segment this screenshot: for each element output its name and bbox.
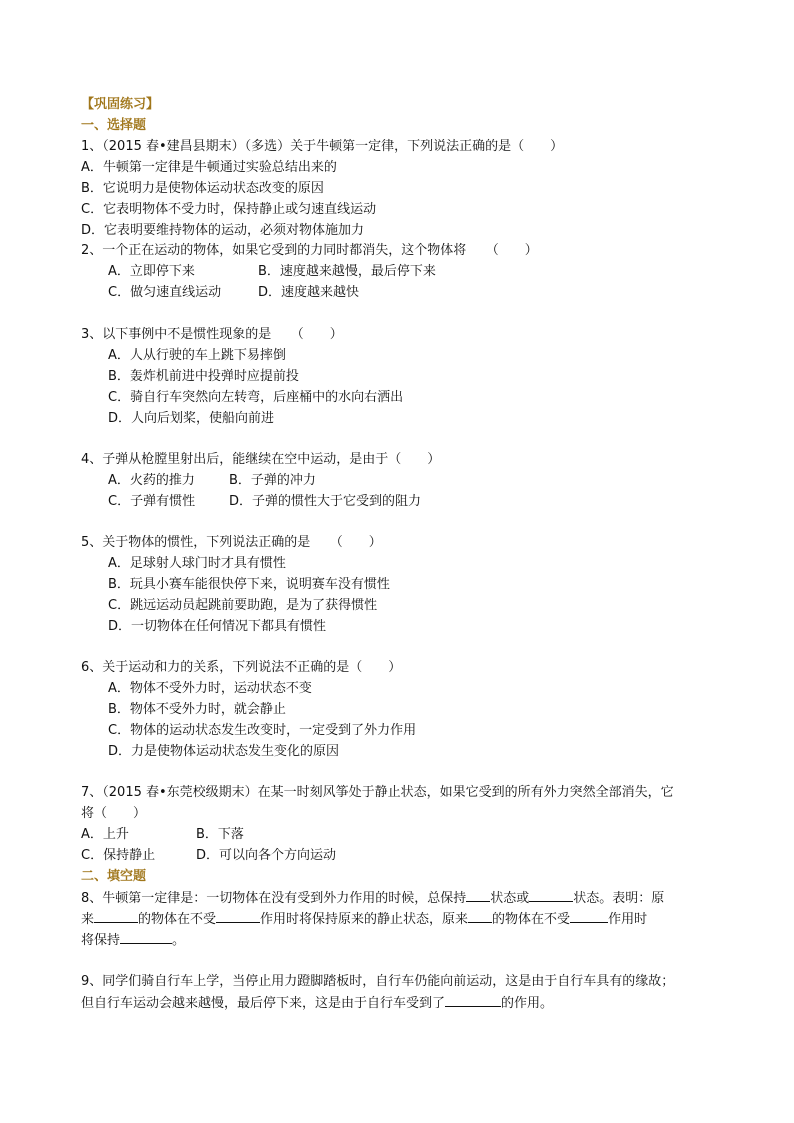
q4-option-d: D．子弹的惯性大于它受到的阻力 [229,494,422,509]
q2-option-c: C．做匀速直线运动 [108,285,222,300]
q8-text-7: 的物体在不受 [492,912,571,927]
q7-option-d: D．可以向各个方向运动 [196,848,337,863]
q7-option-b: B．下落 [196,827,244,842]
q8-blank-2[interactable] [529,889,573,902]
q2-option-d: D．速度越来越快 [258,285,360,300]
q5-stem: 5、关于物体的惯性，下列说法正确的是 （ ） [81,535,382,550]
q9-blank-1[interactable] [445,994,501,1007]
q5-option-c: C．跳远运动员起跳前要助跑，是为了获得惯性 [108,598,378,613]
part1-title: 一、选择题 [81,118,147,133]
q8-text-3: 状态。表明：原 [573,891,665,906]
q8-blank-1[interactable] [466,889,490,902]
q8-blank-5[interactable] [468,910,492,923]
q2-stem: 2、一个正在运动的物体，如果它受到的力同时都消失，这个物体将 （ ） [81,243,538,258]
q9-text-2: 的作用。 [501,996,554,1011]
q7-stem-line2: 将（ ） [81,806,147,821]
q4-option-b: B．子弹的冲力 [229,473,316,488]
q8-text-5: 的物体在不受 [138,912,217,927]
q4-option-a: A．火药的推力 [108,473,195,488]
q5-option-d: D．一切物体在任何情况下都具有惯性 [108,619,327,634]
q6-stem: 6、关于运动和力的关系，下列说法不正确的是（ ） [81,660,402,675]
q1-option-c: C．它表明物体不受力时，保持静止或匀速直线运动 [81,202,377,217]
q8-blank-4[interactable] [216,910,260,923]
q6-option-d: D．力是使物体运动状态发生变化的原因 [108,744,340,759]
q6-option-b: B．物体不受外力时，就会静止 [108,702,286,717]
section-header: 【巩固练习】 [81,97,160,112]
q3-option-d: D．人向后划桨，使船向前进 [108,411,275,426]
q6-option-a: A．物体不受外力时，运动状态不变 [108,681,312,696]
q7-option-a: A．上升 [81,827,129,842]
q3-stem: 3、以下事例中不是惯性现象的是 （ ） [81,327,343,342]
q9-line2 [81,994,553,1013]
q3-option-c: C．骑自行车突然向左转弯，后座桶中的水向右洒出 [108,390,404,405]
q4-stem: 4、子弹从枪膛里射出后，能继续在空中运动，是由于（ ） [81,452,441,467]
q7-stem-line1: 7、（2015 春•东莞校级期末）在某一时刻风筝处于静止状态，如果它受到的所有外力突然全部消失，它 [81,785,674,800]
q8-text-4: 来 [81,912,95,927]
q8-text-8: 作用时 [608,912,648,927]
q8-blank-7[interactable] [120,931,172,944]
q8-text-2: 状态或 [490,891,530,906]
q2-option-a: A．立即停下来 [108,264,195,279]
q8-text-9: 将保持 [81,933,121,948]
q8-text-1: 8、牛顿第一定律是：一切物体在没有受到外力作用的时候，总保持 [81,891,467,906]
q1-stem: 1、（2015 春•建昌县期末）（多选）关于牛顿第一定律，下列说法正确的是（ ） [81,139,564,154]
q3-option-a: A．人从行驶的车上跳下易摔倒 [108,348,286,363]
q8-blank-3[interactable] [94,910,138,923]
q8-blank-6[interactable] [570,910,608,923]
q9-line1: 9、同学们骑自行车上学，当停止用力蹬脚踏板时，自行车仍能向前运动，这是由于自行车具有的缘故； [81,974,675,989]
q3-option-b: B．轰炸机前进中投弹时应提前投 [108,369,299,384]
q8-line1 [81,889,664,908]
q1-option-b: B．它说明力是使物体运动状态改变的原因 [81,181,324,196]
q6-option-c: C．物体的运动状态发生改变时，一定受到了外力作用 [108,723,417,738]
q5-option-b: B．玩具小赛车能很快停下来，说明赛车没有惯性 [108,577,390,592]
q1-option-a: A．牛顿第一定律是牛顿通过实验总结出来的 [81,160,337,175]
q8-text-10: 。 [172,933,186,948]
q5-option-a: A．足球射人球门时才具有惯性 [108,556,286,571]
q8-line2 [81,910,647,929]
q4-option-c: C．子弹有惯性 [108,494,196,509]
q7-option-c: C．保持静止 [81,848,156,863]
q8-line3 [81,931,185,950]
q2-option-b: B．速度越来越慢，最后停下来 [258,264,436,279]
q1-option-d: D．它表明要维持物体的运动，必须对物体施加力 [81,223,365,238]
q9-text-1: 但自行车运动会越来越慢，最后停下来，这是由于自行车受到了 [81,996,446,1011]
q8-text-6: 作用时将保持原来的静止状态，原来 [260,912,469,927]
part2-title: 二、填空题 [81,869,147,884]
